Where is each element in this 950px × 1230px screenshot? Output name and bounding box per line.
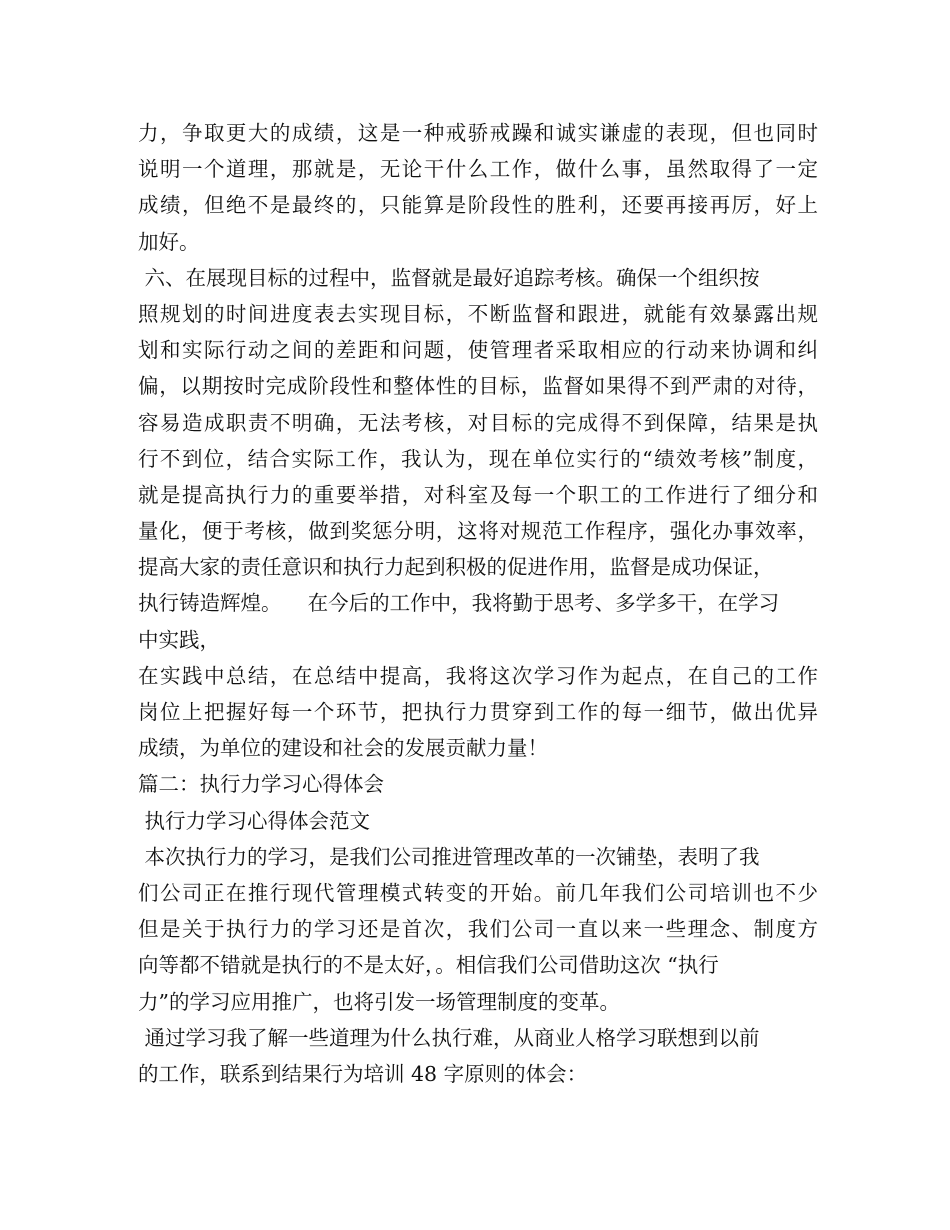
text-line: 照规划的时间进度表去实现目标，不断监督和跟进，就能有效暴露出规 — [138, 301, 818, 326]
text-line: 提高大家的责任意识和执行力起到积极的促进作用，监督是成功保证， — [138, 555, 774, 580]
text-line: 在实践中总结，在总结中提高，我将这次学习作为起点，在自己的工作 — [138, 663, 818, 688]
text-line: 们公司正在推行现代管理模式转变的开始。前几年我们公司培训也不少 — [138, 880, 818, 905]
text-line: 执行铸造辉煌。 在今后的工作中，我将勤于思考、多学多干，在学习 — [138, 591, 780, 616]
text-line: 行不到位，结合实际工作，我认为，现在单位实行的“绩效考核”制度， — [138, 446, 818, 471]
text-line: 岗位上把握好每一个环节，把执行力贯穿到工作的每一细节，做出优异 — [138, 700, 818, 724]
text-line: 偏，以期按时完成阶段性和整体性的目标，监督如果得不到严肃的对待， — [138, 374, 818, 399]
text-line: 中实践， — [138, 627, 220, 652]
sub-heading: 执行力学习心得体会范文 — [138, 808, 371, 833]
text-line: 通过学习我了解一些道理为什么执行难，从商业人格学习联想到以前 — [138, 1025, 760, 1050]
text-line: 力，争取更大的成绩，这是一种戒骄戒躁和诚实谦虚的表现，但也同时 — [138, 121, 818, 145]
text-line: 向等都不错就是执行的不是太好，。相信我们公司借助这次 “执行 — [138, 953, 719, 978]
section-heading: 篇二：执行力学习心得体会 — [138, 772, 384, 797]
text-line: 但是关于执行力的学习还是首次，我们公司一直以来一些理念、制度方 — [138, 917, 818, 942]
text-line: 就是提高执行力的重要举措，对科室及每一个职工的工作进行了细分和 — [138, 482, 818, 507]
document-body — [138, 115, 818, 1092]
text-line: 力”的学习应用推广，也将引发一场管理制度的变革。 — [138, 989, 620, 1014]
text-line: 六、在展现目标的过程中，监督就是最好追踪考核。确保一个组织按 — [138, 265, 760, 290]
text-line: 的工作，联系到结果行为培训 48 字原则的体会： — [138, 1061, 588, 1086]
text-line: 本次执行力的学习，是我们公司推进管理改革的一次铺垫，表明了我 — [138, 844, 760, 869]
text-line: 容易造成职责不明确，无法考核，对目标的完成得不到保障，结果是执 — [138, 410, 818, 435]
text-line: 成绩，为单位的建设和社会的发展贡献力量！ — [138, 736, 548, 761]
text-line: 说明一个道理，那就是，无论干什么工作，做什么事，虽然取得了一定 — [138, 157, 818, 182]
text-line: 量化，便于考核，做到奖惩分明，这将对规范工作程序，强化办事效率， — [138, 519, 818, 544]
text-line: 划和实际行动之间的差距和问题，使管理者采取相应的行动来协调和纠 — [138, 338, 818, 363]
text-line: 加好。 — [138, 229, 200, 254]
text-line: 成绩，但绝不是最终的，只能算是阶段性的胜利，还要再接再厉，好上 — [138, 193, 818, 218]
